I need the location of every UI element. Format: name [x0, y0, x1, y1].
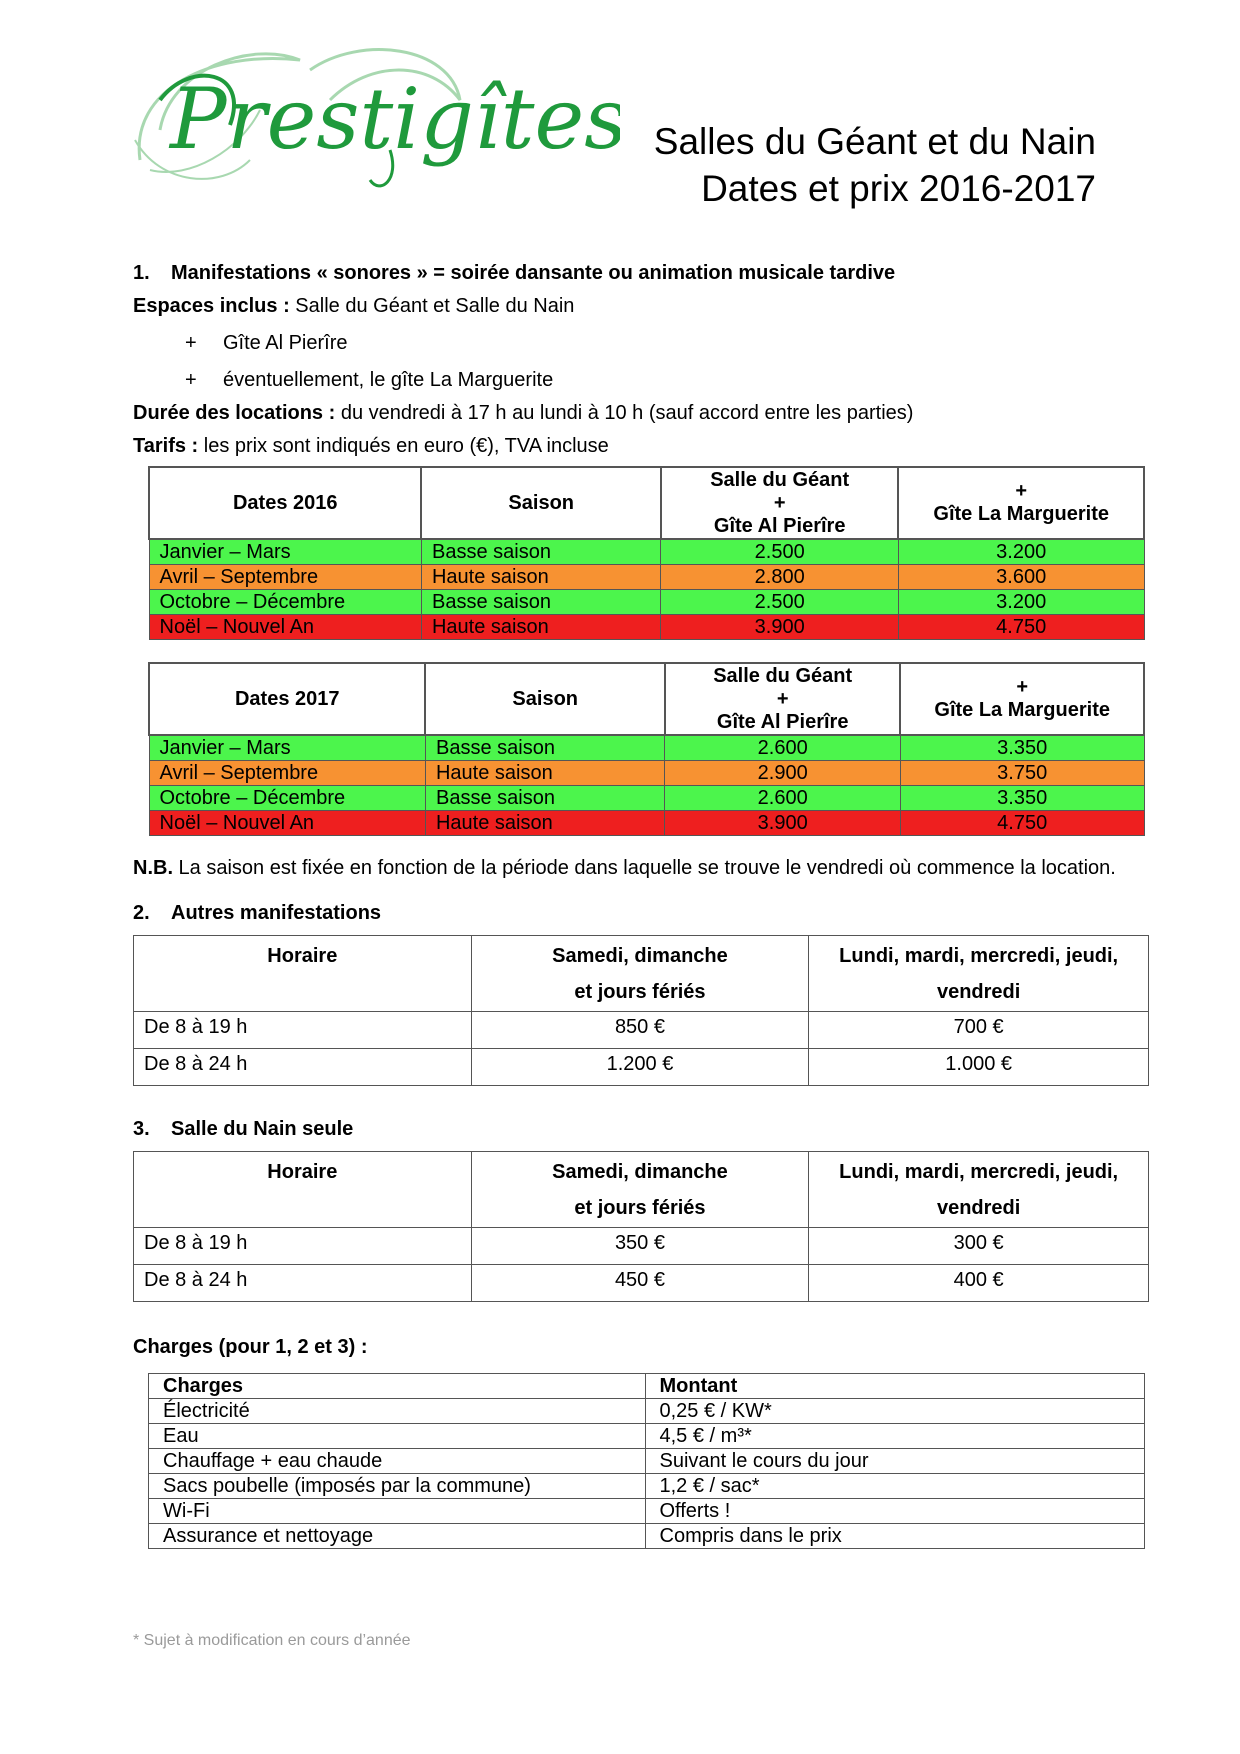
- price-table-2016: [148, 466, 1145, 640]
- price-cell: 2.500: [661, 539, 898, 565]
- header-dates: Dates 2017: [149, 663, 425, 735]
- table-header-row: [134, 1152, 1149, 1228]
- bullet-item: [185, 369, 1133, 392]
- table-row: [149, 1399, 1145, 1424]
- header-weekend: Samedi, dimanche et jours fériés: [471, 1152, 809, 1228]
- section-1-title: [133, 262, 1133, 285]
- saison-cell: Haute saison: [421, 565, 660, 590]
- montant-cell: 4,5 € / m³*: [645, 1424, 1145, 1449]
- charge-cell: Électricité: [149, 1399, 646, 1424]
- saison-cell: Haute saison: [425, 811, 664, 836]
- charges-title: Charges (pour 1, 2 et 3) :: [133, 1336, 368, 1358]
- table-header-row: [149, 663, 1144, 735]
- header-horaire: Horaire: [134, 1152, 472, 1228]
- horaire-cell: De 8 à 24 h: [134, 1265, 472, 1302]
- price-cell: 850 €: [471, 1012, 809, 1049]
- tarifs-value: les prix sont indiqués en euro (€), TVA incluse: [198, 435, 609, 457]
- header-saison: Saison: [425, 663, 664, 735]
- price-cell: 3.200: [898, 539, 1144, 565]
- horaire-cell: De 8 à 19 h: [134, 1012, 472, 1049]
- saison-cell: Basse saison: [425, 786, 664, 811]
- price-cell: 3.600: [898, 565, 1144, 590]
- price-cell: 4.750: [900, 811, 1144, 836]
- table-row: [149, 761, 1144, 786]
- table-row: [134, 1228, 1149, 1265]
- duree-value: du vendredi à 17 h au lundi à 10 h (sauf accord entre les parties): [335, 402, 914, 424]
- price-cell: 3.350: [900, 735, 1144, 761]
- price-cell: 3.900: [665, 811, 900, 836]
- table-header-row: [134, 936, 1149, 1012]
- saison-cell: Basse saison: [425, 735, 664, 761]
- espaces-label: Espaces inclus :: [133, 295, 290, 317]
- table-row: [149, 1499, 1145, 1524]
- title-line-1: Salles du Géant et du Nain: [653, 121, 1096, 162]
- price-cell: 2.900: [665, 761, 900, 786]
- nb-text: La saison est fixée en fonction de la période dans laquelle se trouve le vendredi où commence la location.: [173, 857, 1116, 879]
- header-saison: Saison: [421, 467, 660, 539]
- table-row: [149, 1449, 1145, 1474]
- charge-cell: Wi-Fi: [149, 1499, 646, 1524]
- header-horaire: Horaire: [134, 936, 472, 1012]
- montant-cell: Suivant le cours du jour: [645, 1449, 1145, 1474]
- table-row: [149, 786, 1144, 811]
- nain-table: [133, 1151, 1149, 1302]
- table-row: [149, 590, 1144, 615]
- section-title-text: Salle du Nain seule: [171, 1118, 354, 1140]
- charge-cell: Eau: [149, 1424, 646, 1449]
- price-cell: 400 €: [809, 1265, 1149, 1302]
- price-cell: 3.900: [661, 615, 898, 640]
- price-cell: 700 €: [809, 1012, 1149, 1049]
- plus-icon: +: [185, 332, 197, 354]
- table-row: [149, 735, 1144, 761]
- montant-cell: Compris dans le prix: [645, 1524, 1145, 1549]
- section-title-text: Manifestations « sonores » = soirée dansante ou animation musicale tardive: [171, 262, 896, 284]
- table-row: [134, 1012, 1149, 1049]
- table-row: [149, 1524, 1145, 1549]
- tarifs-label: Tarifs :: [133, 435, 199, 457]
- table-header-row: [149, 1374, 1145, 1399]
- price-cell: 450 €: [471, 1265, 809, 1302]
- period-cell: Janvier – Mars: [149, 539, 421, 565]
- header-weekday: Lundi, mardi, mercredi, jeudi, vendredi: [809, 936, 1149, 1012]
- header-dates: Dates 2016: [149, 467, 421, 539]
- period-cell: Noël – Nouvel An: [149, 615, 421, 640]
- section-number: 3.: [133, 1118, 150, 1140]
- period-cell: Octobre – Décembre: [149, 786, 425, 811]
- espaces-value: Salle du Géant et Salle du Nain: [289, 295, 575, 317]
- table-row: [149, 539, 1144, 565]
- price-cell: 4.750: [898, 615, 1144, 640]
- table-row: [149, 615, 1144, 640]
- document-title: [654, 118, 1096, 212]
- montant-cell: 0,25 € / KW*: [645, 1399, 1145, 1424]
- bullet-text: Gîte Al Pierîre: [223, 332, 348, 354]
- price-table-2017: [148, 662, 1145, 836]
- document-body: [133, 262, 1133, 1549]
- header-weekend: Samedi, dimanche et jours fériés: [471, 936, 809, 1012]
- price-cell: 350 €: [471, 1228, 809, 1265]
- header-geant: Salle du Géant + Gîte Al Pierîre: [665, 663, 900, 735]
- tarifs-line: [133, 435, 1133, 458]
- montant-cell: Offerts !: [645, 1499, 1145, 1524]
- period-cell: Avril – Septembre: [149, 761, 425, 786]
- section-title-text: Autres manifestations: [171, 902, 382, 924]
- price-cell: 1.000 €: [809, 1049, 1149, 1086]
- table-row: [149, 565, 1144, 590]
- period-cell: Janvier – Mars: [149, 735, 425, 761]
- table-row: [149, 1424, 1145, 1449]
- table-header-row: [149, 467, 1144, 539]
- logo-text: Prestigîtes: [170, 70, 620, 168]
- prestigites-logo: [130, 30, 620, 210]
- header-marguerite: + Gîte La Marguerite: [900, 663, 1144, 735]
- plus-icon: +: [185, 369, 197, 391]
- charge-cell: Sacs poubelle (imposés par la commune): [149, 1474, 646, 1499]
- saison-cell: Haute saison: [425, 761, 664, 786]
- header-geant: Salle du Géant + Gîte Al Pierîre: [661, 467, 898, 539]
- period-cell: Avril – Septembre: [149, 565, 421, 590]
- saison-cell: Haute saison: [421, 615, 660, 640]
- duree-line: [133, 402, 1133, 425]
- price-cell: 3.750: [900, 761, 1144, 786]
- price-cell: 2.800: [661, 565, 898, 590]
- horaire-cell: De 8 à 19 h: [134, 1228, 472, 1265]
- period-cell: Noël – Nouvel An: [149, 811, 425, 836]
- autres-table: [133, 935, 1149, 1086]
- price-cell: 2.500: [661, 590, 898, 615]
- price-cell: 3.200: [898, 590, 1144, 615]
- title-line-2: Dates et prix 2016-2017: [701, 168, 1096, 209]
- table-row: [134, 1049, 1149, 1086]
- charge-cell: Assurance et nettoyage: [149, 1524, 646, 1549]
- saison-cell: Basse saison: [421, 539, 660, 565]
- period-cell: Octobre – Décembre: [149, 590, 421, 615]
- header-weekday: Lundi, mardi, mercredi, jeudi, vendredi: [809, 1152, 1149, 1228]
- montant-cell: 1,2 € / sac*: [645, 1474, 1145, 1499]
- header-charges: Charges: [149, 1374, 646, 1399]
- section-2-title: [133, 902, 1133, 925]
- header-montant: Montant: [645, 1374, 1145, 1399]
- nb-note: [133, 856, 1133, 880]
- bullet-item: [185, 332, 1133, 355]
- section-number: 1.: [133, 262, 150, 284]
- table-row: [149, 1474, 1145, 1499]
- table-row: [134, 1265, 1149, 1302]
- footnote: * Sujet à modification en cours d’année: [133, 1632, 411, 1649]
- nb-label: N.B.: [133, 857, 173, 879]
- charge-cell: Chauffage + eau chaude: [149, 1449, 646, 1474]
- saison-cell: Basse saison: [421, 590, 660, 615]
- section-3-title: [133, 1118, 1133, 1141]
- price-cell: 2.600: [665, 786, 900, 811]
- espaces-line: [133, 295, 1133, 318]
- header-marguerite: + Gîte La Marguerite: [898, 467, 1144, 539]
- section-number: 2.: [133, 902, 150, 924]
- price-cell: 2.600: [665, 735, 900, 761]
- bullet-text: éventuellement, le gîte La Marguerite: [223, 369, 554, 391]
- price-cell: 1.200 €: [471, 1049, 809, 1086]
- table-row: [149, 811, 1144, 836]
- charges-table: [148, 1373, 1145, 1549]
- horaire-cell: De 8 à 24 h: [134, 1049, 472, 1086]
- duree-label: Durée des locations :: [133, 402, 336, 424]
- price-cell: 3.350: [900, 786, 1144, 811]
- price-cell: 300 €: [809, 1228, 1149, 1265]
